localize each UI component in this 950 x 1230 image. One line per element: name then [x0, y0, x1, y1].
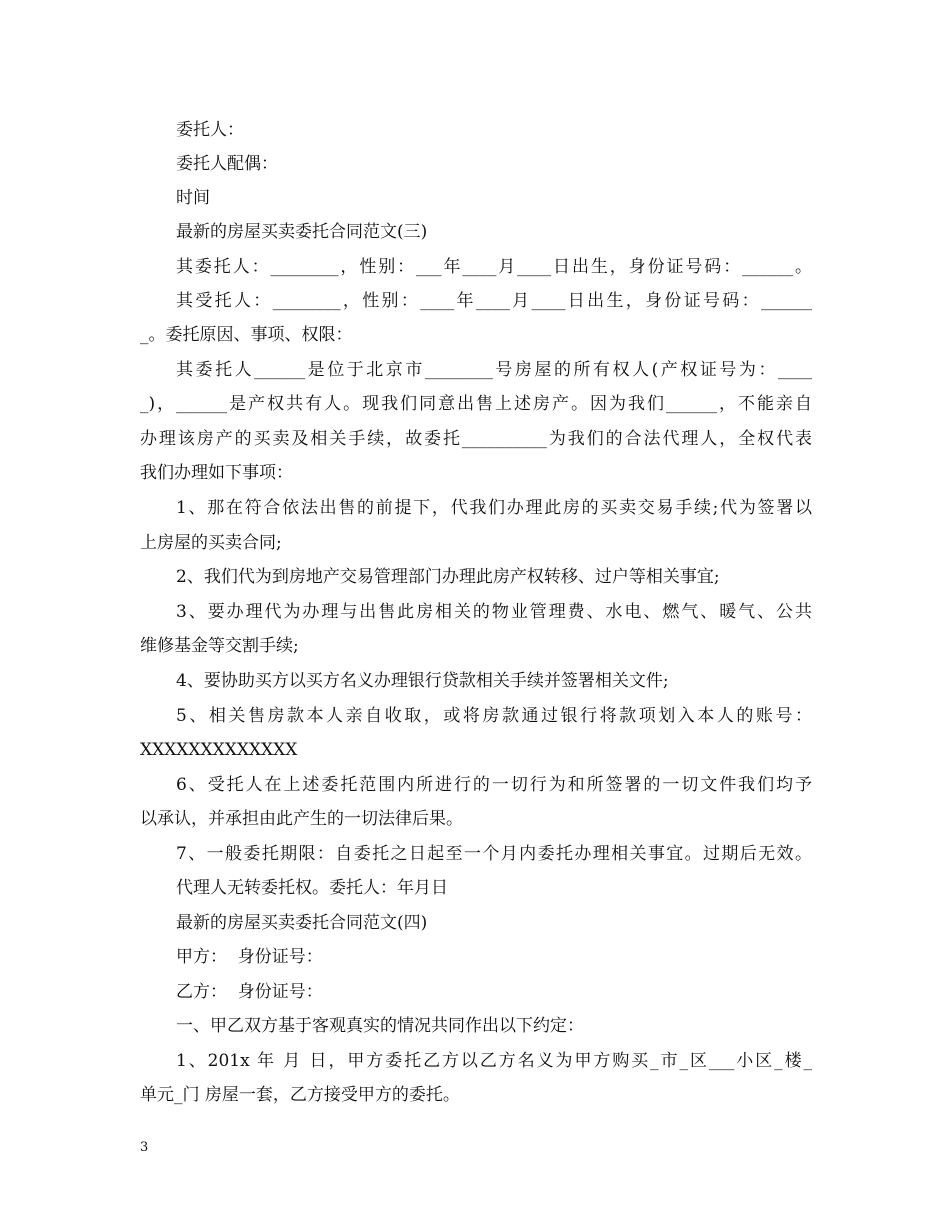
text-line: 上房屋的买卖合同; — [140, 533, 282, 553]
text-line: 其委托人：________，性别：___年____月____日出生，身份证号码：______。 — [176, 257, 812, 277]
account-number: XXXXXXXXXXXXX — [140, 740, 298, 760]
text-line: 1、那在符合依法出售的前提下，代我们办理此房的买卖交易手续;代为签署以 — [176, 498, 812, 518]
text-line: 5、相关售房款本人亲自收取，或将房款通过银行将款项划入本人的账号： — [176, 706, 812, 726]
text-line: _。委托原因、事项、权限： — [140, 325, 353, 345]
text-line: 其受托人：________，性别：____年____月____日出生，身份证号码：______ — [176, 291, 812, 311]
text-line: 办理该房产的买卖及相关手续，故委托__________为我们的合法代理人，全权代表 — [140, 429, 812, 449]
text-line: 单元_门 房屋一套，乙方接受甲方的委托。 — [140, 1085, 460, 1105]
text-line: 甲方： 身份证号： — [176, 947, 323, 967]
text-line: 乙方： 身份证号： — [176, 982, 323, 1002]
section-heading: 最新的房屋买卖委托合同范文(四) — [176, 913, 428, 933]
text-line: 其委托人______是位于北京市________号房屋的所有权人(产权证号为：____ — [176, 360, 812, 380]
text-line: 我们办理如下事项： — [140, 463, 293, 483]
section-heading: 最新的房屋买卖委托合同范文(三) — [176, 222, 428, 242]
text-line: 1、201x 年 月 日，甲方委托乙方以乙方名义为甲方购买_市_区___小区_楼_ — [176, 1051, 812, 1071]
text-line: 6、受托人在上述委托范围内所进行的一切行为和所签署的一切文件我们均予 — [176, 775, 812, 795]
text-line: 维修基金等交割手续; — [140, 636, 299, 656]
text-line: 委托人： — [176, 120, 244, 140]
text-line: 2、我们代为到房地产交易管理部门办理此房产权转移、过户等相关事宜; — [176, 567, 720, 587]
text-line: _)，______是产权共有人。现我们同意出售上述房产。因为我们______，不能亲自 — [140, 394, 812, 414]
text-line: 3、要办理代为办理与出售此房相关的物业管理费、水电、燃气、暖气、公共 — [176, 602, 812, 622]
text-line: 以承认，并承担由此产生的一切法律后果。 — [140, 809, 463, 829]
page-number: 3 — [140, 1140, 149, 1155]
text-line: 7、一般委托期限：自委托之日起至一个月内委托办理相关事宜。过期后无效。 — [176, 844, 812, 864]
text-line: 4、要协助买方以买方名义办理银行贷款相关手续并签署相关文件; — [176, 671, 669, 691]
text-line: 一、甲乙双方基于客观真实的情况共同作出以下约定： — [176, 1016, 584, 1036]
text-line: 时间 — [176, 188, 210, 208]
text-line: 委托人配偶： — [176, 154, 278, 174]
text-line: 代理人无转委托权。委托人：年月日 — [176, 878, 448, 898]
